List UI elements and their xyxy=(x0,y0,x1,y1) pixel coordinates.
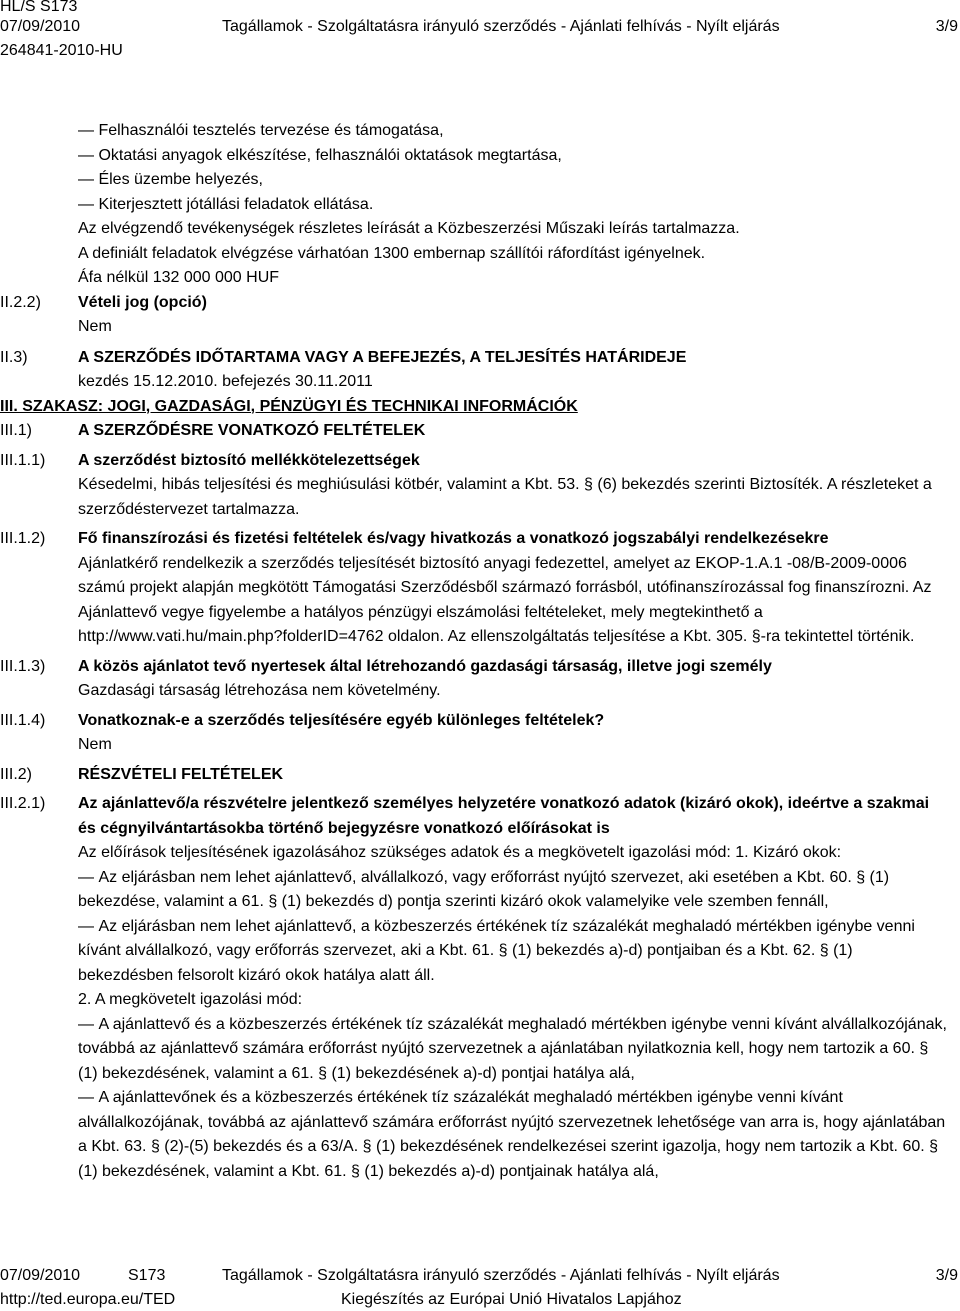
section-iii-2 xyxy=(0,763,960,788)
section-number: III.1.3) xyxy=(0,657,46,675)
section-number: III.1) xyxy=(0,422,33,439)
section-title: A SZERZŐDÉSRE VONATKOZÓ FELTÉTELEK xyxy=(78,422,426,439)
section-number: II.3) xyxy=(0,348,28,366)
section-title: A SZERZŐDÉS IDŐTARTAMA VAGY A BEFEJEZÉS, A TELJESÍTÉS HATÁRIDEJE xyxy=(78,348,687,366)
section-number: III.2.1) xyxy=(0,795,46,812)
intro-item: — Kiterjesztett jótállási feladatok ellátása. xyxy=(78,193,948,218)
section-number: III.1.2) xyxy=(0,530,46,547)
footer-page-number: 3/9 xyxy=(935,1267,958,1284)
section-title: Vonatkoznak-e a szerződés teljesítésére egyéb különleges feltételek? xyxy=(78,711,605,729)
intro-item: — Oktatási anyagok elkészítése, felhasználói oktatások megtartása, xyxy=(78,144,948,169)
intro-item: — Éles üzembe helyezés, xyxy=(78,168,948,193)
section-ii-2-2 xyxy=(0,291,960,340)
section-ii-3 xyxy=(0,346,960,395)
section-number: III.2) xyxy=(0,765,33,783)
section-title: Fő finanszírozási és fizetési feltételek és/vagy hivatkozás a vonatkozó jogszabályi rendelkezésekre xyxy=(78,530,829,547)
list-item: — Az eljárásban nem lehet ajánlattevő, alvállalkozó, vagy erőforrást nyújtó szervezet, aki esetében a Kbt. 60. § (1) bekezdése, valamint a 61. § (1) bekezdés d) pontja szerinti kizáró okok valamelyike vele szemben fennáll, xyxy=(78,866,948,915)
section-value: Nem xyxy=(78,318,112,335)
footer-series: S173 xyxy=(128,1267,166,1284)
section-iii-1-2 xyxy=(0,527,960,650)
section-title: Az ajánlattevő/a részvételre jelentkező személyes helyzetére vonatkozó adatok (kizáró okok), ideértve a szakmai és cégnyilvántartásokba történő bejegyzésre vonatkozó előírásokat is xyxy=(78,795,930,837)
intro-item: — Felhasználói tesztelés tervezése és támogatása, xyxy=(78,119,948,144)
section-iii-1-1 xyxy=(0,449,960,523)
document-body xyxy=(0,119,960,1184)
footer-date: 07/09/2010 xyxy=(0,1267,81,1284)
section-number: III.1.4) xyxy=(0,711,46,729)
section-iii-heading: III. SZAKASZ: JOGI, GAZDASÁGI, PÉNZÜGYI ÉS TECHNIKAI INFORMÁCIÓK xyxy=(0,397,578,415)
section-text: Késedelmi, hibás teljesítési és meghiúsulási kötbér, valamint a Kbt. 53. § (6) bekezdés szerinti Biztosíték. A részleteket a szerződéstervezet tartalmazza. xyxy=(78,476,932,518)
section-value: kezdés 15.12.2010. befejezés 30.11.2011 xyxy=(78,373,373,390)
section-title: Vételi jog (opció) xyxy=(78,293,207,311)
footer-url[interactable]: http://ted.europa.eu/TED xyxy=(0,1291,176,1308)
section-text-part: Ajánlatkérő rendelkezik a szerződés teljesítését biztosító anyagi fedezettel, amelyet az EKOP-1.A.1 -08/B-2009-0006 számú projekt alapján megkötött Támogatási Szerződésből származó forrásból, utófinanszírozással fog finanszírozni. Az Ajánlattevő vegye figyelembe a hatályos pénzügyi elszámolási feltételeket, mely megtekinthető a xyxy=(78,554,932,621)
section-text xyxy=(78,552,948,650)
section-title: RÉSZVÉTELI FELTÉTELEK xyxy=(78,765,284,783)
header-page-number: 3/9 xyxy=(935,18,958,35)
section-text: 2. A megkövetelt igazolási mód: xyxy=(78,991,303,1008)
section-text-part: oldalon. Az ellenszolgáltatás teljesítése a Kbt. 305. §-ra tekintettel történik. xyxy=(383,628,915,645)
intro-block xyxy=(0,119,960,291)
header-date: 07/09/2010 xyxy=(0,18,81,35)
list-item: — A ajánlattevő és a közbeszerzés értékének tíz százalékát meghaladó mértékben igénybe venni kívánt alvállalkozójának, továbbá az ajánlattevő számára erőforrást nyújtó szervezetnek a ajánlatában nyilatkoznia kell, hogy nem tartozik a 60. § (1) bekezdésének, valamint a 61. § (1) bekezdésének a)-d) pontjai hatálya alá, xyxy=(78,1013,948,1087)
section-iii-1 xyxy=(0,419,960,444)
footer-subtitle: Kiegészítés az Európai Unió Hivatalos Lapjához xyxy=(341,1291,682,1308)
section-number: III.1.1) xyxy=(0,451,46,469)
section-number: II.2.2) xyxy=(0,293,41,311)
section-text: Az előírások teljesítésének igazolásához szükséges adatok és a megkövetelt igazolási mód: 1. Kizáró okok: xyxy=(78,844,842,861)
header-title: Tagállamok - Szolgáltatásra irányuló szerződés - Ajánlati felhívás - Nyílt eljárás xyxy=(222,18,780,35)
list-item: — A ajánlattevőnek és a közbeszerzés értékének tíz százalékát meghaladó mértékben igénybe venni kívánt alvállalkozójának, továbbá az ajánlattevő számára erőforrást nyújtó szervezetnek lehetősége van arra is, hogy ajánlatában a Kbt. 63. § (2)-(5) bekezdés és a 63/A. § (1) bekezdésének rendelkezései szerint igazolja, hogy nem tartozik a Kbt. 60. § (1) bekezdésének, valamint a Kbt. 61. § (1) bekezdés a)-d) pontjainak hatálya alá, xyxy=(78,1086,948,1184)
section-title: A közös ajánlatot tevő nyertesek által létrehozandó gazdasági társaság, illetve jogi személy xyxy=(78,657,772,675)
section-text: Gazdasági társaság létrehozása nem követelmény. xyxy=(78,682,441,699)
section-value: Nem xyxy=(78,736,112,753)
footer-title: Tagállamok - Szolgáltatásra irányuló szerződés - Ajánlati felhívás - Nyílt eljárás xyxy=(222,1267,780,1284)
vati-link[interactable]: http://www.vati.hu/main.php?folderID=4762 xyxy=(78,628,384,645)
intro-line: Az elvégzendő tevékenységek részletes leírását a Közbeszerzési Műszaki leírás tartalmazza. xyxy=(78,220,740,237)
header-document-id: 264841-2010-HU xyxy=(0,42,123,59)
section-iii-1-4 xyxy=(0,709,960,758)
list-item: — Az eljárásban nem lehet ajánlattevő, a közbeszerzés értékének tíz százalékát meghaladó mértékben igénybe venni kívánt alvállalkozó, vagy erőforrás szervezet, aki a Kbt. 61. § (1) bekezdés a)-d) pontjaiban és a Kbt. 62. § (1) bekezdésben felsorolt kizáró okok hatálya alatt áll. xyxy=(78,915,948,989)
header-series: HL/S S173 xyxy=(0,0,78,15)
intro-line: Áfa nélkül 132 000 000 HUF xyxy=(78,269,280,286)
section-iii-2-1 xyxy=(0,792,960,1184)
intro-line: A definiált feladatok elvégzése várhatóan 1300 embernap szállítói ráfordítást igényelnek. xyxy=(78,244,706,262)
section-title: A szerződést biztosító mellékkötelezettségek xyxy=(78,451,420,469)
section-iii-1-3 xyxy=(0,655,960,704)
